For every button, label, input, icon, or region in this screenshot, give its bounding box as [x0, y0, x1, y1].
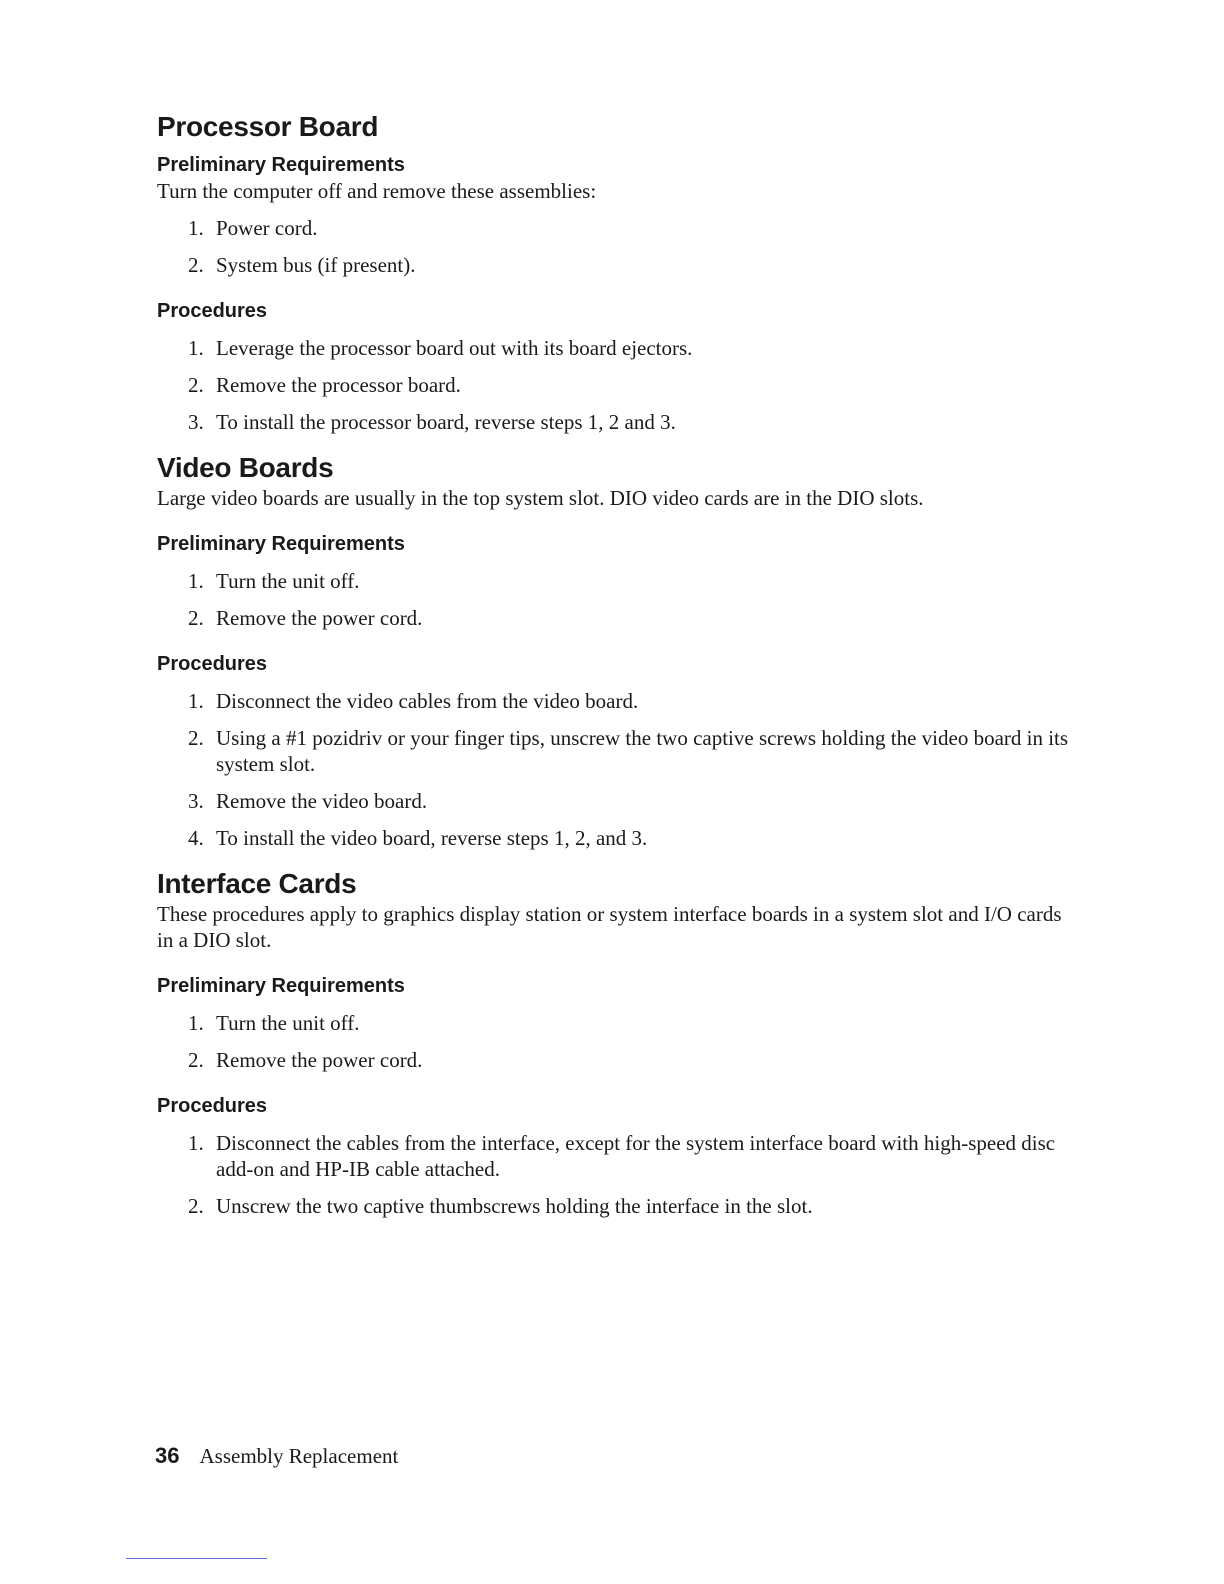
step-number: 2.: [188, 1048, 204, 1072]
list-item: [157, 335, 1077, 361]
list-item: [157, 215, 1077, 241]
step-list: [157, 335, 1077, 435]
subsection-heading-procedures: Procedures: [157, 653, 268, 675]
footer-title: Assembly Replacement: [199, 1444, 399, 1468]
step-text: Disconnect the cables from the interface, except for the system interface board with high-speed disc add-on and HP-IB cable attached.: [216, 1131, 1056, 1181]
section-title: Interface Cards: [157, 868, 357, 899]
step-text: Turn the unit off.: [216, 1011, 360, 1035]
step-list: [157, 568, 1077, 631]
step-number: 2.: [188, 373, 204, 397]
page-footer: [155, 1443, 398, 1469]
subsection-heading-preliminary: Preliminary Requirements: [157, 533, 405, 555]
section-interface-cards: [157, 867, 1077, 1219]
section-title: Processor Board: [157, 111, 379, 142]
subsection-heading-procedures: Procedures: [157, 1095, 268, 1117]
step-text: Remove the video board.: [216, 789, 428, 813]
step-number: 3.: [188, 789, 204, 813]
list-item: [157, 1047, 1077, 1073]
step-text: Remove the power cord.: [216, 1048, 423, 1072]
list-item: [157, 1010, 1077, 1036]
step-number: 2.: [188, 1194, 204, 1218]
step-number: 3.: [188, 410, 204, 434]
list-item: [157, 825, 1077, 851]
step-number: 2.: [188, 726, 204, 750]
step-number: 1.: [188, 689, 204, 713]
step-text: Remove the power cord.: [216, 606, 423, 630]
subsection-lead: Turn the computer off and remove these assemblies:: [157, 179, 597, 203]
section-intro: Large video boards are usually in the top system slot. DIO video cards are in the DIO slots.: [157, 486, 924, 510]
step-text: Leverage the processor board out with its board ejectors.: [216, 336, 693, 360]
step-number: 2.: [188, 253, 204, 277]
document-page: [157, 110, 1077, 1219]
step-text: System bus (if present).: [216, 253, 416, 277]
step-text: To install the video board, reverse steps 1, 2, and 3.: [216, 826, 648, 850]
step-text: Using a #1 pozidriv or your finger tips, unscrew the two captive screws holding the video board in its system slot.: [216, 726, 1069, 776]
page-number: 36: [155, 1443, 180, 1468]
step-number: 1.: [188, 1131, 204, 1155]
step-number: 1.: [188, 216, 204, 240]
step-number: 1.: [188, 569, 204, 593]
list-item: [157, 1130, 1077, 1182]
list-item: [157, 568, 1077, 594]
step-list: [157, 215, 1077, 278]
section-title: Video Boards: [157, 452, 334, 483]
step-text: To install the processor board, reverse steps 1, 2 and 3.: [216, 410, 676, 434]
step-text: Power cord.: [216, 216, 318, 240]
subsection-heading-procedures: Procedures: [157, 300, 268, 322]
step-text: Disconnect the video cables from the video board.: [216, 689, 639, 713]
section-processor-board: [157, 110, 1077, 435]
list-item: [157, 605, 1077, 631]
step-list: [157, 688, 1077, 851]
list-item: [157, 688, 1077, 714]
list-item: [157, 409, 1077, 435]
list-item: [157, 252, 1077, 278]
bottom-rule: [126, 1558, 267, 1559]
step-list: [157, 1010, 1077, 1073]
list-item: [157, 725, 1077, 777]
step-text: Turn the unit off.: [216, 569, 360, 593]
subsection-heading-preliminary: Preliminary Requirements: [157, 154, 405, 176]
step-number: 2.: [188, 606, 204, 630]
step-number: 4.: [188, 826, 204, 850]
section-intro: These procedures apply to graphics display station or system interface boards in a system slot and I/O cards in a DIO slot.: [157, 902, 1062, 952]
step-number: 1.: [188, 336, 204, 360]
subsection-heading-preliminary: Preliminary Requirements: [157, 975, 405, 997]
step-text: Remove the processor board.: [216, 373, 461, 397]
step-number: 1.: [188, 1011, 204, 1035]
list-item: [157, 1193, 1077, 1219]
step-list: [157, 1130, 1077, 1219]
step-text: Unscrew the two captive thumbscrews holding the interface in the slot.: [216, 1194, 813, 1218]
section-video-boards: [157, 451, 1077, 851]
list-item: [157, 372, 1077, 398]
list-item: [157, 788, 1077, 814]
